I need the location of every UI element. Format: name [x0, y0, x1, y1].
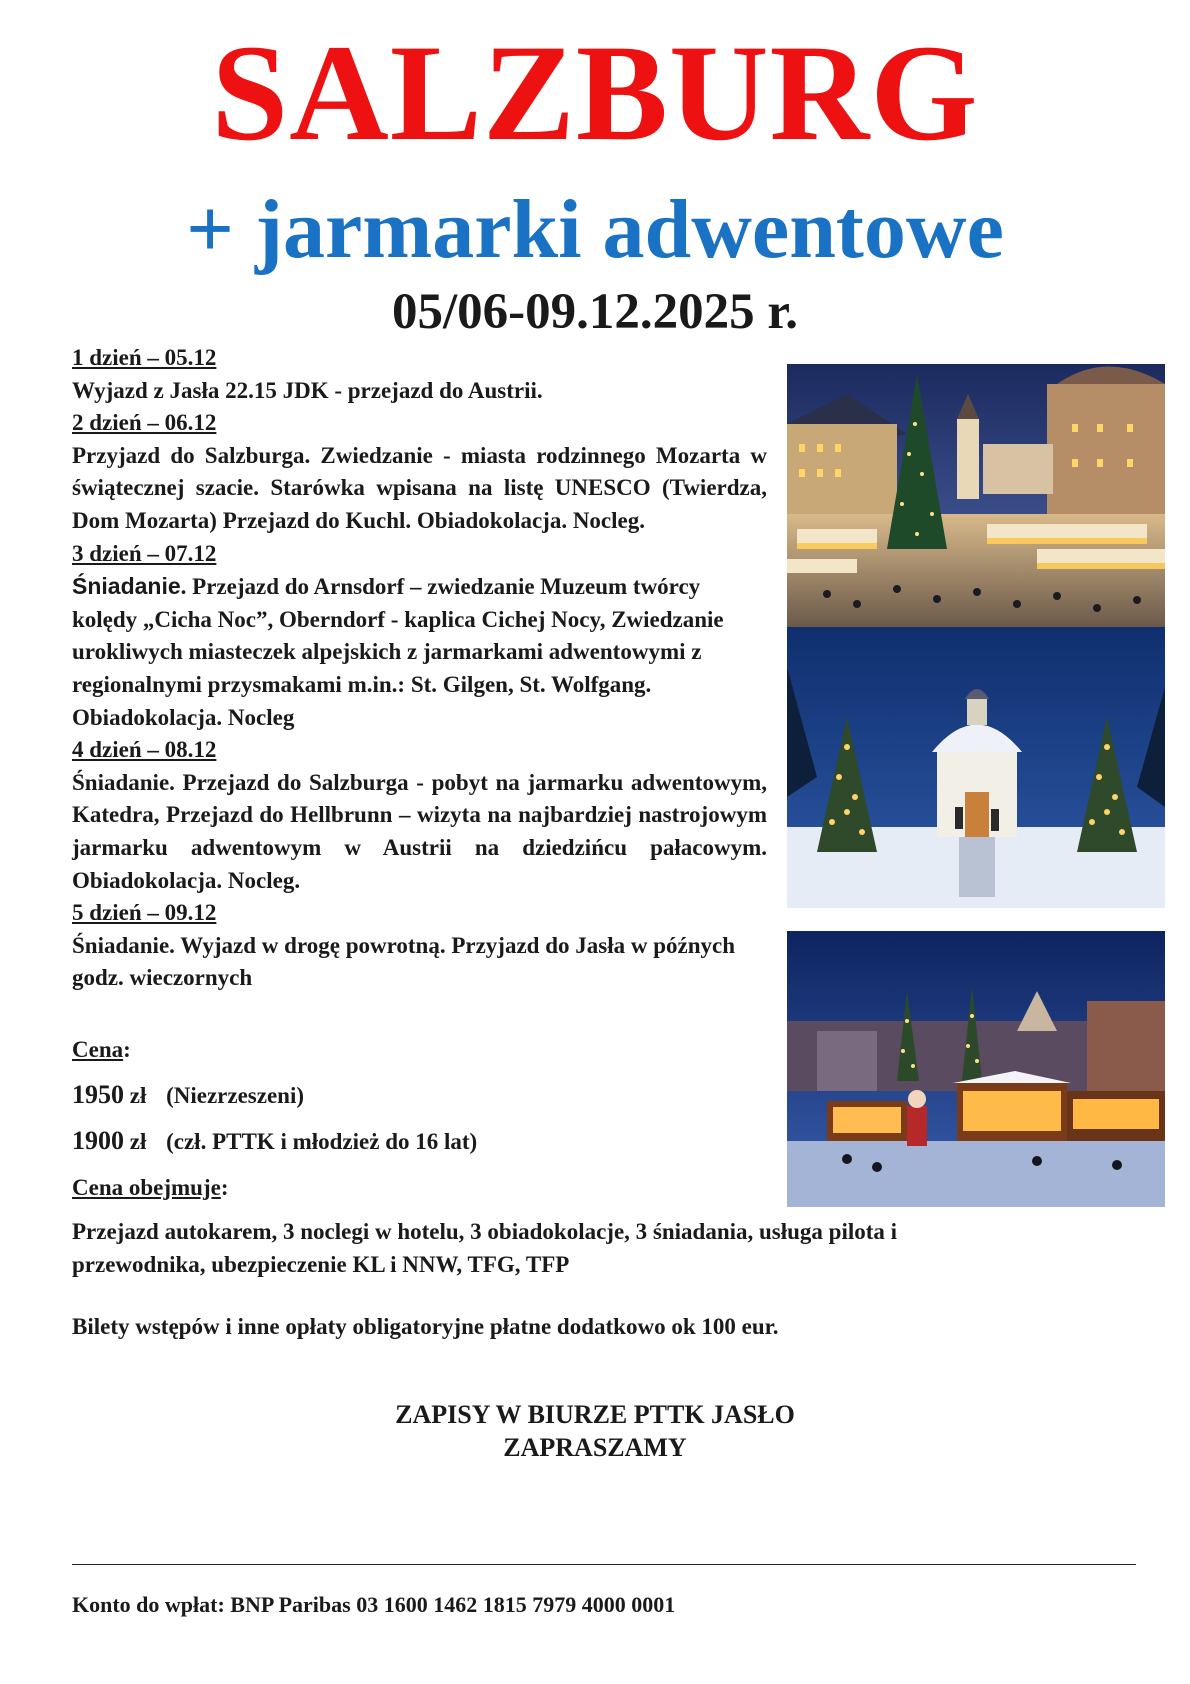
price-note: (czł. PTTK i młodzież do 16 lat) [166, 1129, 478, 1154]
day-4-text: Śniadanie. Przejazd do Salzburga - pobyt na jarmarku adwentowym, Katedra, Przejazd do Hellbrunn – wizyta na najbardziej nastrojowym jarmarku adwentowym w Austrii na dziedzińcu pałacowym. Obiadokolacja. Nocleg. [72, 769, 767, 893]
day-1-text: Wyjazd z Jasła 22.15 JDK - przejazd do Austrii. [72, 377, 543, 403]
includes-text: Przejazd autokarem, 3 noclegi w hotelu, 3 obiadokolacje, 3 śniadania, usługa pilota i przewodnika, ubezpieczenie KL i NNW, TFG, TFP [72, 1219, 898, 1277]
trip-dates: 05/06-09.12.2025 r. [391, 284, 799, 340]
price-currency: zł [129, 1129, 147, 1154]
price-note: (Niezrzeszeni) [166, 1083, 305, 1108]
footer-divider [72, 1564, 1136, 1565]
price-currency: zł [129, 1083, 147, 1108]
includes-heading: Cena obejmuje: [72, 1168, 1032, 1208]
day-3-text [72, 570, 767, 734]
day-2-text: Przyjazd do Salzburga. Zwiedzanie - miasta rodzinnego Mozarta w świątecznej szacie. Starówka wpisana na listę UNESCO (Twierdza, Dom Mozarta) Przejazd do Kuchl. Obiadokolacja. Nocleg. [72, 442, 767, 533]
salzburg-market-photo [787, 364, 1165, 627]
christmas-market-stalls-photo [787, 931, 1165, 1207]
signup-info [0, 1398, 1190, 1464]
price-label: Cena [72, 1037, 124, 1062]
bank-account: Konto do wpłat: BNP Paribas 03 1600 1462 1815 7979 4000 0001 [72, 1592, 676, 1617]
extra-fees-note: Bilety wstępów i inne opłaty obligatoryjne płatne dodatkowo ok 100 eur. [72, 1314, 779, 1339]
day-2-heading: 2 dzień – 06.12 [72, 410, 217, 436]
silent-night-chapel-photo [787, 627, 1165, 908]
price-amount: 1900 [72, 1126, 124, 1155]
page-subtitle: + jarmarki adwentowe [186, 183, 1004, 276]
signup-office: ZAPISY W BIURZE PTTK JASŁO [395, 1400, 795, 1429]
day-1-heading: 1 dzień – 05.12 [72, 345, 217, 370]
price-amount: 1950 [72, 1080, 124, 1109]
includes-label: Cena obejmuje [72, 1175, 221, 1200]
day-3-heading: 3 dzień – 07.12 [72, 540, 217, 566]
day-5-heading: 5 dzień – 09.12 [72, 900, 217, 926]
day-5-text: Śniadanie. Wyjazd w drogę powrotną. Przyjazd do Jasła w późnych godz. wieczornych [72, 932, 736, 991]
page-title: SALZBURG [211, 16, 979, 169]
signup-invitation: ZAPRASZAMY [503, 1433, 687, 1462]
day-4-heading: 4 dzień – 08.12 [72, 737, 217, 763]
itinerary [72, 342, 767, 995]
price-heading: Cena: [72, 1032, 1032, 1068]
day-3-body: . Przejazd do Arnsdorf – zwiedzanie Muzeum twórcy kolędy „Cicha Noc”, Oberndorf - kaplica Cichej Nocy, Zwiedzanie urokliwych miasteczek alpejskich z jarmarkami adwentowymi z regionalnymi przysmakami m.in.: St. Gilgen, St. Wolfgang. Obiadokolacja. Nocleg [72, 574, 724, 730]
day-3-lead: Śniadanie [72, 573, 181, 600]
